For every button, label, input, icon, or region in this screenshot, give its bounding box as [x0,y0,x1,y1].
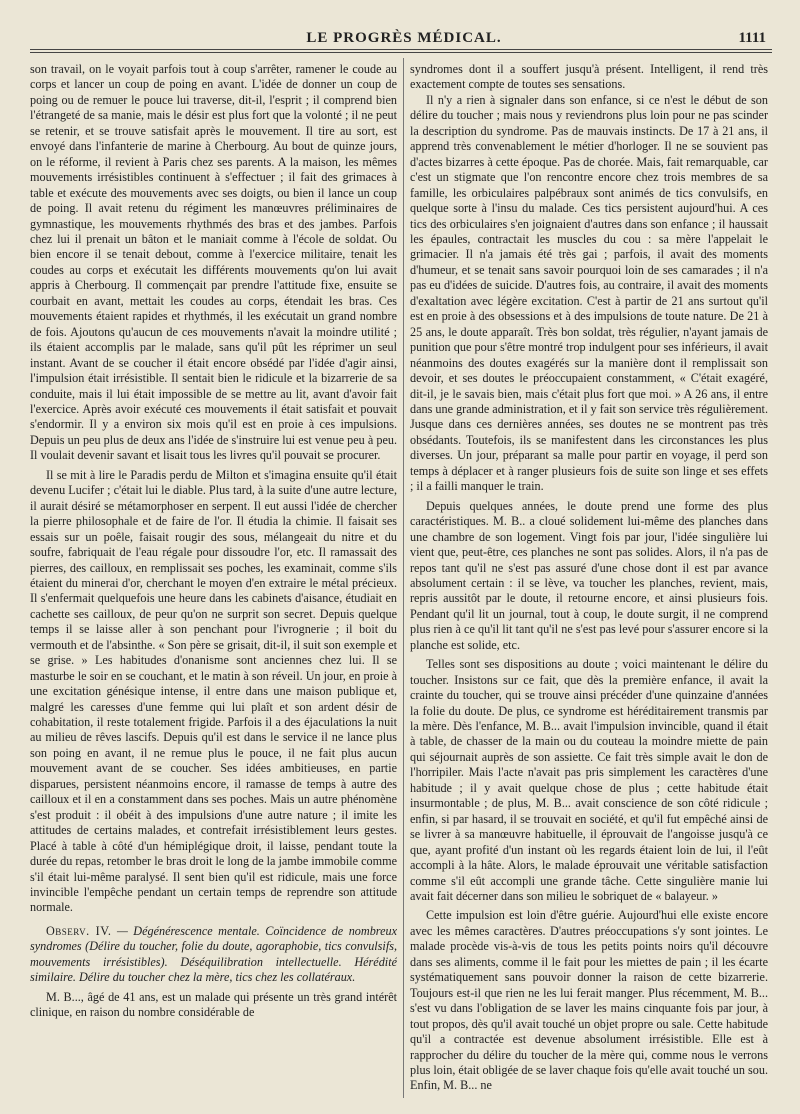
paragraph: Il se mit à lire le Paradis perdu de Milton et s'imagina ensuite qu'il était devenu Lucifer ; c'était lui le diable. Plus tard, à la suite d'une autre lecture, il aurait désiré se métamorphoser en serpent. Il eut aussi l'idée de chercher la pierre philosophale et de faire de l'or. Il étudia la chimie. Il faisait ses essais sur un poêle, faisait rougir des sous, mélangeait du nitre et du soufre, fabriquait de l'eau régale pour dissoudre l'or, etc. Il ramassait des pierres, des cailloux, en remplissait ses poches, les examinait, comme s'ils étaient du minerai d'or, cherchant le moyen d'en extraire le métal précieux. Il s'enfermait quelquefois une heure dans les cabinets d'aisance, étudiait en cachette ses cailloux, de peur qu'on ne surprit son secret. Depuis quelque temps il se laisse aller à son penchant pour l'ivrognerie ; il boit du vermouth et de l'absinthe. « Son père se grisait, dit-il, il suit son exemple et se grise. » Les habitudes d'onanisme sont anciennes chez lui. Il se masturbe le soir en se couchant, et le matin à son réveil. Un jour, en proie à une excitation génésique intense, il entre dans une maison publique et, malgré les caresses d'une femme qui lui plaît et son ardent désir de cohabitation, il reste totalement frigide. Parfois il a des éjaculations la nuit au milieu de rêves lascifs. Depuis qu'il est dans le service il ne lance plus son poing en avant, il ne remue plus le pouce, il ne fait plus aucun mouvement avant de se coucher. Ses idées ambitieuses, en partie disparues, persistent néanmoins encore, il ramasse de temps à autre des cailloux et il en a constamment dans ses poches. Mais un autre phénomène s'est produit : il obéit à des impulsions d'une autre nature ; il imite les attitudes de certains malades, et contrefait irrésistiblement leurs gestes. Placé à table à côté d'un hémiplégique droit, il laisse, pendant toute la durée du repas, retomber le bras droit le long de la jambe immobile comme s'il était lui-même paralysé. Il sent bien qu'il est ridicule, mais une force invincible l'empêche pendant un certain temps de reprendre son attitude normale. [30,467,397,915]
column-divider [403,58,404,1098]
paragraph: Cette impulsion est loin d'être guérie. Aujourd'hui elle existe encore avec les mêmes caractères. D'autres préoccupations s'y sont jointes. Le malade procède vis-à-vis de tous les petits points noirs qu'il découvre dans ses aliments, comme il le fait pour les miettes de pain ; il les écarte systématiquement sans pouvoir donner la raison de cette bizarrerie. Toujours est-il que rien ne les lui ferait manger. Plus récemment, M. B... s'est vu dans l'obligation de se laver les mains cinquante fois par jour, à tout propos, dès qu'il avait touché un objet propre ou sale. Cette habitude qu'il a contractée est devenue absolument irrésistible. Elle est à rapprocher du délire du toucher de la mère qui, comme nous le verrons plus loin, était obligée de se laver chaque fois qu'elle avait touché un sou. Enfin, M. B... ne [410,908,768,1093]
paragraph: Telles sont ses dispositions au doute ; voici maintenant le délire du toucher. Insistons sur ce fait, que dès la première enfance, il avait la crainte du toucher, qui se trouve ainsi précéder d'une quinzaine d'années la folie du doute. De plus, ce syndrome est héréditairement transmis par la mère. Dès l'enfance, M. B... avait l'impulsion invincible, quand il était à table, de chasser de la main ou du couteau la moindre miette de pain qui séjournait auprès de son assiette. Ce fait très simple avait le don de l'horripiler. Mais l'acte n'avait pas pris simplement les caractères d'une habitude ; il y avait quelque chose de plus ; cette habitude était insurmontable ; de plus, M. B... avait conscience de son côté ridicule ; enfin, si par hasard, il se trouvait en société, et qu'il fut empêché ainsi de se livrer à sa manœuvre habituelle, il éprouvait de l'angoisse jusqu'à ce que, ayant profité d'un instant où les regards étaient loin de lui, il l'eût accompli à la hâte. Alors, le malade éprouvait une véritable satisfaction comme s'il eût accompli une grande tâche. Cette singulière manie lui avait fait décerner dans son milieu le sobriquet de « balayeur. » [410,657,768,904]
paragraph: Depuis quelques années, le doute prend une forme des plus caractéristiques. M. B.. a cloué solidement lui-même des planches dans une chambre de son logement. Vingt fois par jour, l'idée singulière lui vient que, peut-être, ces planches ne sont pas solides. Alors, il n'a pas de repos tant qu'il ne s'est pas assuré d'une chose dont il est par avance absolument certain : il se lève, va toucher les planches, revient, mais, repris aussitôt par le doute, il retourne encore, et ainsi plusieurs fois. Pendant qu'il lit un journal, tout à coup, le doute surgit, il ne comprend plus rien à ce qu'il lit tant qu'il ne s'est pas levé pour s'assurer encore si la planche est solide, etc. [410,498,768,652]
paragraph: M. B..., âgé de 41 ans, est un malade qui présente un très grand intérêt clinique, en raison du nombre considérable de [30,989,397,1020]
header-rule-top [30,49,772,50]
paragraph: Il n'y a rien à signaler dans son enfance, si ce n'est le début de son délire du toucher ; mais nous y reviendrons plus loin pour ne pas scinder la description du syndrome. Pas de mauvais instincts. De 17 à 21 ans, il apprend très convenablement le métier d'horloger. Il ne se souvient pas d'actes bizarres à cette époque. Pas de chorée. Mais, fait remarquable, car c'est un stigmate que l'on rencontre encore chez trois membres de sa famille, les orbiculaires palpébraux sont animés de tics convulsifs, en quelque sorte à l'insu du malade. Ces tics persistent aujourd'hui. A ces tics des orbiculaires s'en joignaient d'autres dans son enfance ; il haussait les épaules, contractait les muscles du cou : sa mère l'appelait le grimacier. Il n'a jamais été très gai ; parfois, il avait des moments d'humeur, et se tenait sans savoir pourquoi loin de ses camarades ; il n'a pas eu d'idées de suicide. D'autres fois, au contraire, il avait des moments d'exaltation avec légère excitation. C'est à partir de 21 ans surtout qu'il est en proie à des obsessions et à des impulsions de toute nature. De 21 à 25 ans, le doute apparaît. Très bon soldat, très régulier, n'ayant jamais de punition que pour s'être montré trop indulgent pour ses inférieurs, il avait néanmoins des doutes exagérés sur la manière dont il remplissait son devoir, et ses doutes le préoccupaient constamment, « C'était exagéré, dit-il, je le savais bien, mais c'était plus fort que moi. » A 26 ans, il entre dans une grande administration, et il y fait son service très régulièrement. Jusque dans ces dernières années, ses doutes ne se montrent pas très obsédants. Toutefois, ils se manifestent dans les circonstances les plus diverses. Un jour, préparant sa malle pour partir en voyage, il perd son temps à déplacer et à ranger plusieurs fois de suite son linge et ses effets ; il a failli manquer le train. [410,92,768,494]
right-column [410,62,768,1106]
paragraph: syndromes dont il a souffert jusqu'à présent. Intelligent, il rend très exactement compte de toutes ses sensations. [410,62,768,92]
observation-heading [30,924,397,986]
paragraph: son travail, on le voyait parfois tout à coup s'arrêter, ramener le coude au corps et lancer un coup de poing en avant. L'idée de donner un coup de poing ou de remuer le pouce lui traverse, dit-il, l'esprit ; il comprend bien l'étrangeté de sa manie, mais le désir est plus fort que la volonté ; il ne peut se retenir, et se trouve satisfait après le mouvement. Il tire au sort, est envoyé dans l'infanterie de marine à Cherbourg. Au bout de quinze jours, on le réforme, il revient à Paris chez ses parents. A la maison, les mêmes mouvements irrésistibles continuent à s'effectuer ; il fait des grimaces à table et exécute des mouvements avec ses doigts, ou bien il lance un coup de poing. Il avait retenu du régiment les manœuvres préliminaires de gymnastique, les mouvements rhythmés des bras et des jambes. Parfois chez lui il prenait un bâton et le maniait comme à l'école de soldat. Ou bien encore il se tenait debout, comme à l'exercice militaire, tenait les coudes au corps et exécutait les différents mouvements qu'on lui avait appris à Cherbourg. Il commençait par prendre l'attitude fixe, ensuite se courbait en avant, mettait les coudes au corps, étendait les bras. Ces mouvements étaient rapides et rhythmés, il les exécutait un grand nombre de fois. Ajoutons qu'aucun de ces mouvements n'avait la moindre utilité ; ils étaient accomplis par le malade, sans qu'il pût les réprimer un seul instant. Avant de se coucher il était encore obsédé par l'idée d'agir ainsi, l'impulsion était irrésistible. Il sentait bien le ridicule et la bizarrerie de sa conduite, mais il lui était impossible de se mettre au lit, avant d'avoir fait l'exercice. Après avoir exécuté ces mouvements il était satisfait et pouvait s'endormir. Il y a environ six mois qu'il est en proie à ces impulsions. Depuis un peu plus de deux ans l'idée de s'instruire lui est venue peu à peu. Il voulait devenir savant et lisait tous les livres qu'il pouvait se procurer. [30,62,397,463]
observation-label: Observ. IV. [46,923,112,938]
observation-summary: — Dégénérescence mentale. Coïncidence de nombreux syndromes (Délire du toucher, folie du doute, agoraphobie, tics convulsifs, mouvements irrésistibles). Déséquilibration intellectuelle. Hérédité similaire. Délire du toucher chez la mère, tics chez les collatéraux. [30,923,397,985]
left-column [30,62,397,1106]
journal-title: LE PROGRÈS MÉDICAL. [306,30,502,46]
page-number: 1111 [738,30,766,46]
header-rule-bottom [30,52,772,53]
